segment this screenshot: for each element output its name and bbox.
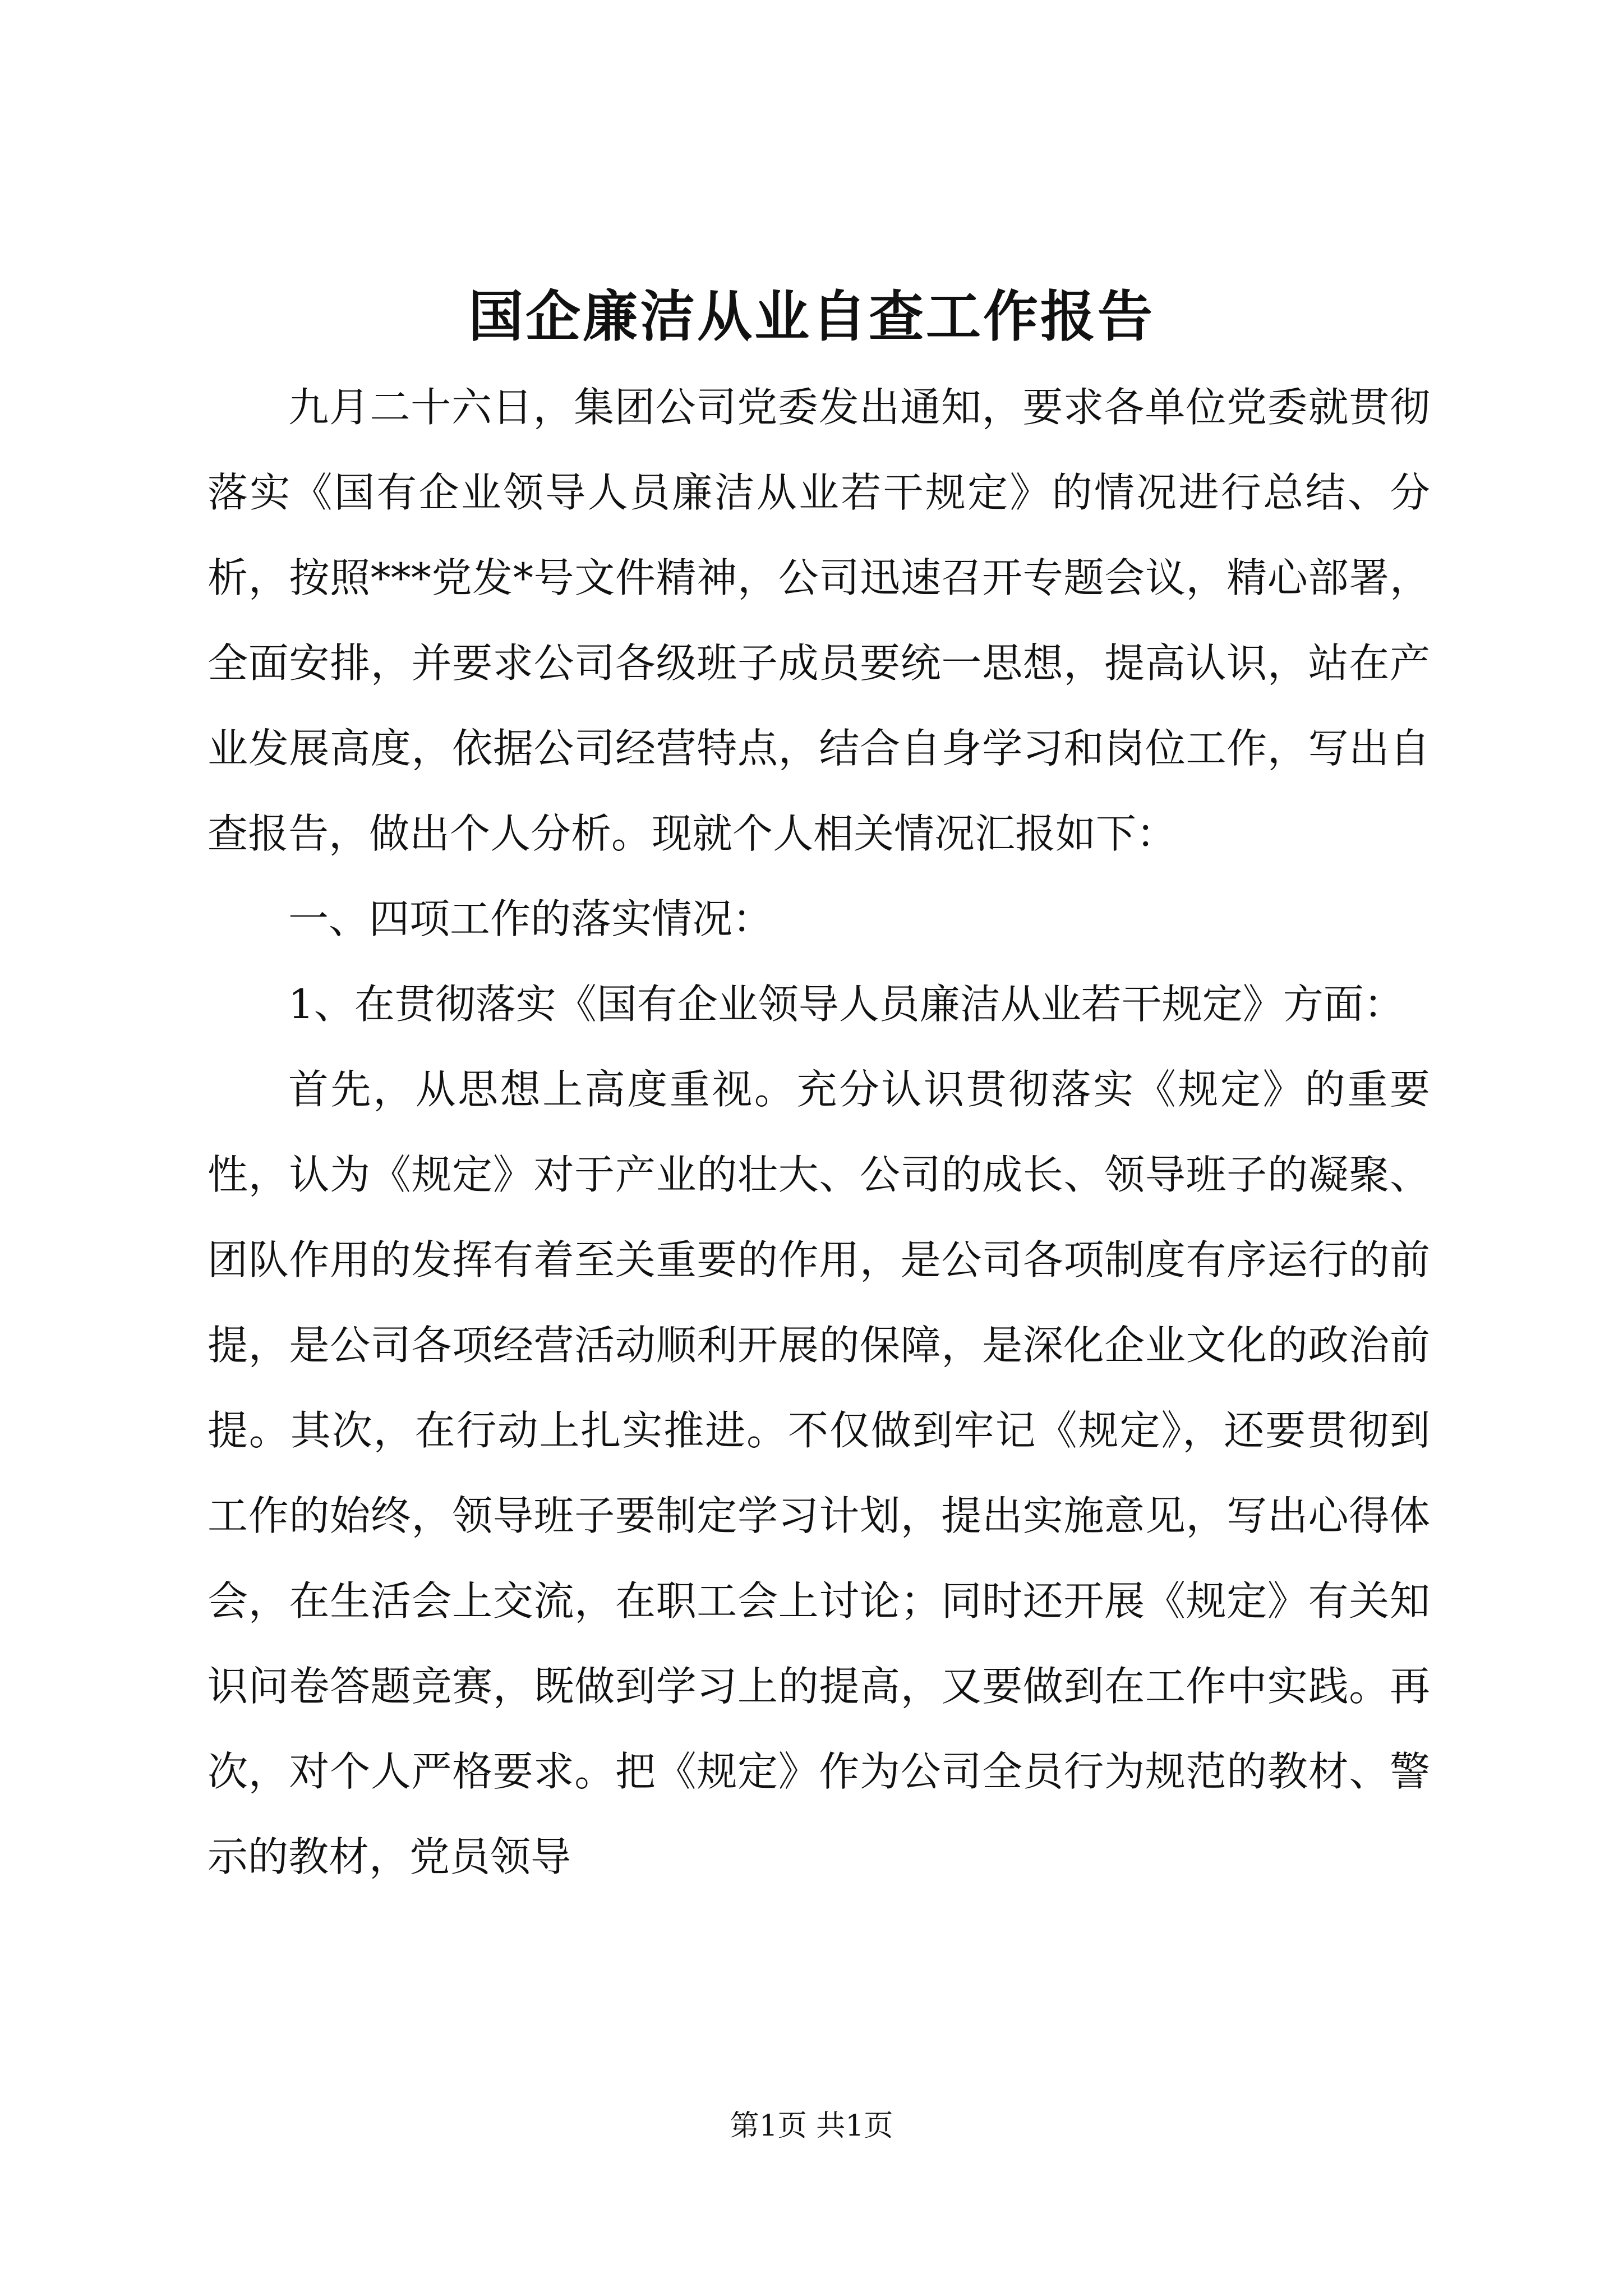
paragraph-intro: 九月二十六日，集团公司党委发出通知，要求各单位党委就贯彻落实《国有企业领导人员廉洁从业若干规定》的情况进行总结、分析，按照***党发*号文件精神，公司迅速召开专题会议，精心部署，全面安排，并要求公司各级班子成员要统一思想，提高认识，站在产业发展高度，依据公司经营特点，结合自身学习和岗位工作，写出自查报告，做出个人分析。现就个人相关情况汇报如下： (208, 384, 1430, 857)
paragraph-details: 首先，从思想上高度重视。充分认识贯彻落实《规定》的重要性，认为《规定》对于产业的壮大、公司的成长、领导班子的凝聚、团队作用的发挥有着至关重要的作用，是公司各项制度有序运行的前提，是公司各项经营活动顺利开展的保障，是深化企业文化的政治前提。其次，在行动上扎实推进。不仅做到牢记《规定》，还要贯彻到工作的始终，领导班子要制定学习计划，提出实施意见，写出心得体会，在生活会上交流，在职工会上讨论；同时还开展《规定》有关知识问卷答题竞赛，既做到学习上的提高，又要做到在工作中实践。再次，对个人严格要求。把《规定》作为公司全员行为规范的教材、警示的教材，党员领导 (208, 1066, 1430, 1880)
document-body (208, 365, 1430, 1899)
page-footer: 第1页 共1页 (730, 2109, 893, 2143)
section-heading-1: 一、四项工作的落实情况： (288, 895, 773, 942)
subsection-heading-1: 1、在贯彻落实《国有企业领导人员廉洁从业若干规定》方面： (288, 981, 1404, 1028)
document-title: 国企廉洁从业自查工作报告 (468, 284, 1155, 349)
